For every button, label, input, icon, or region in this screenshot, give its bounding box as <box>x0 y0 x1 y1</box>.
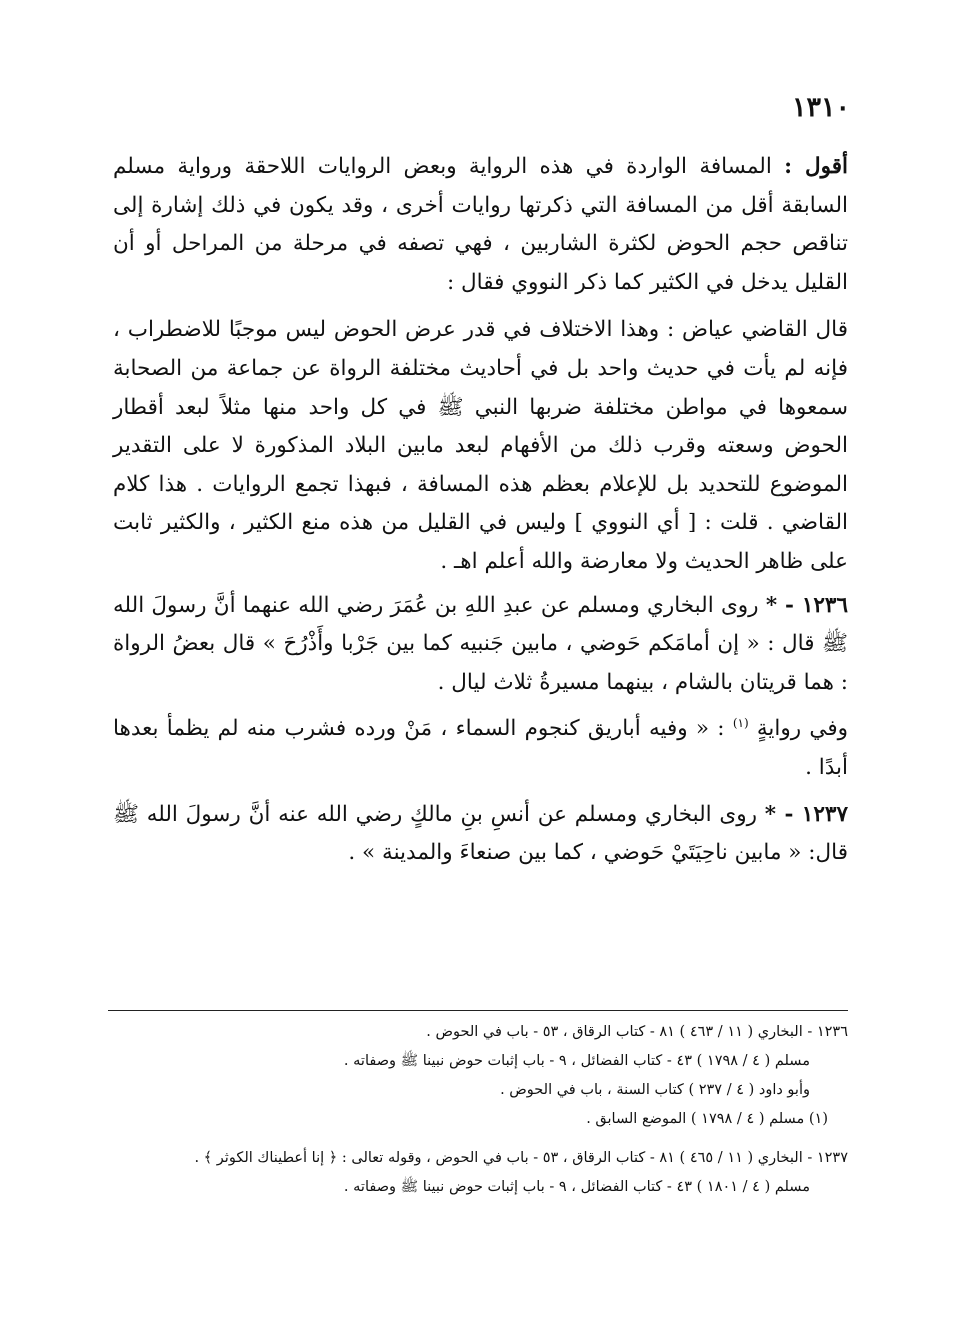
riwaya-prefix: وفي روايةٍ <box>756 716 848 742</box>
hadith-1236-number: ١٢٣٦ - * <box>765 592 849 618</box>
hadith-1237 <box>113 796 848 873</box>
aqool-text: المسافة الواردة في هذه الرواية وبعض الروايات اللاحقة ورواية مسلم السابقة أقل من المسافة التي ذكرتها روايات أخرى ، وقد يكون في ذلك إشارة إلى تناقص حجم الحوض لكثرة الشاربين ، فهي تصفه في مرحلة من المراحل أو أن القليل يدخل في الكثير كما ذكر النووي فقال : <box>113 154 848 295</box>
paragraph-qadi-iyad: قال القاضي عياض : وهذا الاختلاف في قدر عرض الحوض ليس موجبًا للاضطراب ، فإنه لم يأت في حديث واحد بل في أحاديث مختلفة الرواة عن جماعة من الصحابة سمعوها في مواطن مختلفة ضربها النبي ﷺ في كل واحد منها مثلاً لبعد أقطار الحوض وسعته وقرب ذلك من الأفهام لبعد مابين البلاد المذكورة لا على التقدير الموضوع للتحديد بل للإعلام بعظم هذه المسافة ، فبهذا تجمع الروايات . هذا كلام القاضي . قلت : [ أي النووي ] وليس في القليل من هذه منع الكثير ، والكثير ثابت على ظاهر الحديث ولا معارضة والله أعلم اهـ . <box>113 317 848 574</box>
footnote-1236-muslim: مسلم ( ٤ / ١٧٩٨ ) ٤٣ - كتاب الفضائل ، ٩ - باب إثبات حوض نبينا ﷺ وصفاته . <box>343 1053 810 1069</box>
page-number: ١٣١٠ <box>791 92 850 123</box>
footnote-1237: ١٢٣٧ - البخاري ( ١١ / ٤٦٥ ) ٨١ - كتاب الرقاق ، ٥٣ - باب في الحوض ، وقوله تعالى : ﴿ إنا أعطيناك الكوثر ﴾ . <box>194 1150 848 1166</box>
riwaya-paragraph <box>113 710 848 787</box>
hadith-1237-number: ١٢٣٧ - * <box>764 801 848 827</box>
footnote-1237-muslim: مسلم ( ٤ / ١٨٠١ ) ٤٣ - كتاب الفضائل ، ٩ - باب إثبات حوض نبينا ﷺ وصفاته . <box>343 1179 810 1195</box>
hadith-1236 <box>113 587 848 703</box>
riwaya-text: : « وفيه أباريق كنجوم السماء ، مَنْ ورده فشرب منه لم يظمأ بعدها أبدًا . <box>113 716 848 780</box>
footnote-divider <box>108 1010 848 1011</box>
hadith-1236-text: روى البخاري ومسلم عن عبدِ اللهِ بن عُمَرَ رضي الله عنهما أنَّ رسولَ الله ﷺ قال : « إن أمامَكم حَوضي ، مابين جَنبيه كما بين جَرْبا وأَذْرُحَ » قال بعضُ الرواة : هما قريتان بالشام ، بينهما مسيرةُ ثلاث ليال . <box>113 592 848 695</box>
footnote-1236: ١٢٣٦ - البخاري ( ١١ / ٤٦٣ ) ٨١ - كتاب الرقاق ، ٥٣ - باب في الحوض . <box>426 1024 848 1040</box>
hadith-1237-text: روى البخاري ومسلم عن أنسِ بنِ مالكٍ رضي الله عنه أنَّ رسولَ الله ﷺ قال: « مابين ناحِيَتَيْ حَوضي ، كما بين صنعاءَ والمدينة » . <box>113 801 848 866</box>
footnote-note-1: (١) مسلم ( ٤ / ١٧٩٨ ) الموضع السابق . <box>586 1111 828 1127</box>
aqool-lead: أقول : <box>784 154 848 179</box>
main-text <box>113 148 848 873</box>
footnotes <box>108 1018 848 1202</box>
paragraph-aqool <box>113 148 848 302</box>
footnote-ref-1: (١) <box>732 716 749 731</box>
footnote-1236-abudawud: وأبو داود ( ٤ / ٢٣٧ ) كتاب السنة ، باب في الحوض . <box>500 1082 810 1098</box>
